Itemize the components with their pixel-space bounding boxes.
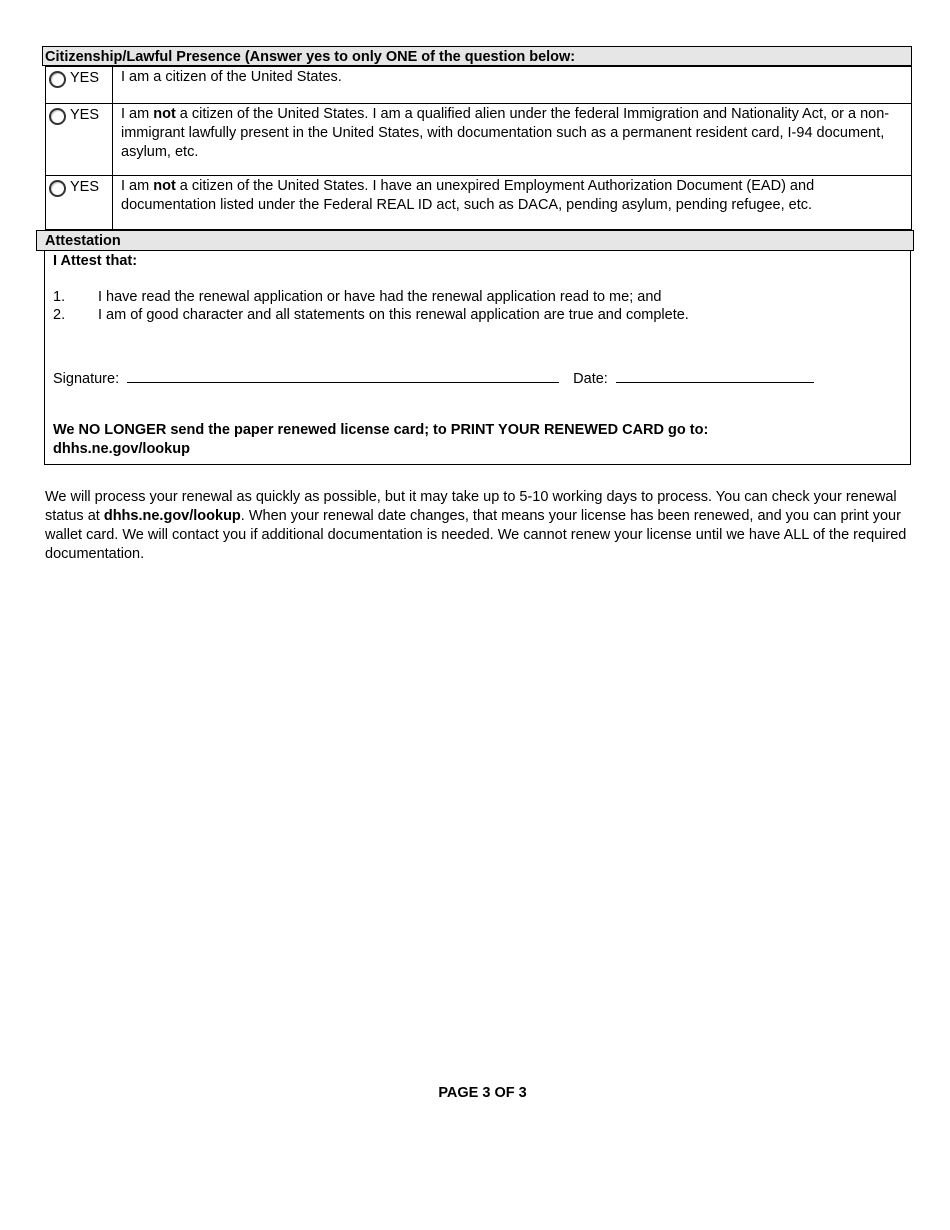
option-text (113, 67, 912, 104)
print-card-notice (53, 421, 883, 459)
notice-line: We NO LONGER send the paper renewed license card; to PRINT YOUR RENEWED CARD go to: (53, 422, 709, 438)
option-text-part: I am (121, 106, 154, 122)
attestation-header: Attestation (36, 230, 914, 251)
item-text: I have read the renewal application or have had the renewal application read to me; and (98, 289, 662, 305)
citizenship-header: Citizenship/Lawful Presence (Answer yes to only ONE of the question below: (42, 46, 912, 66)
citizenship-table (45, 66, 912, 230)
option-text-part: a citizen of the United States. I have an unexpired Employment Authorization Document (EAD) and documentation listed under the Federal REAL ID act, such as DACA, pending asylum, pending refugee, etc. (121, 178, 815, 213)
option-cell (46, 176, 113, 230)
lookup-link[interactable]: dhhs.ne.gov/lookup (53, 440, 190, 457)
option-cell (46, 104, 113, 176)
option-text-emphasis: not (153, 178, 176, 194)
option-text (113, 104, 912, 176)
lookup-link-inline[interactable]: dhhs.ne.gov/lookup (103, 507, 241, 524)
citizenship-option-2 (46, 104, 912, 176)
qualified-alien-radio[interactable] (49, 108, 66, 125)
paragraph-text: . When your renewal date changes, that means your license has been renewed, and you can print your wallet card. We will contact you if additional documentation is needed. We cannot renew your license until we have ALL of the required documentation. (45, 507, 907, 562)
processing-paragraph (45, 488, 915, 563)
signature-label: Signature: (53, 371, 120, 387)
option-text-part: I am (121, 178, 154, 194)
yes-label: YES (70, 107, 100, 123)
citizenship-option-3 (46, 176, 912, 230)
date-label: Date: (573, 371, 608, 387)
signature-row (53, 368, 814, 389)
paragraph-text: We will process your renewal as quickly as possible, but it may take up to 5-10 working days to process. You can check your renewal status at (45, 489, 897, 524)
yes-label: YES (70, 70, 100, 86)
yes-label: YES (70, 179, 100, 195)
page-number: PAGE 3 OF 3 (438, 1085, 527, 1101)
item-number: 2. (53, 307, 66, 323)
option-text-part: I am a citizen of the United States. (121, 69, 342, 85)
option-text (113, 176, 912, 230)
item-text: I am of good character and all statements on this renewal application are true and complete. (98, 307, 689, 323)
option-text-emphasis: not (153, 106, 176, 122)
attestation-title: I Attest that: (53, 253, 138, 269)
signature-field[interactable] (127, 368, 559, 383)
option-text-part: a citizen of the United States. I am a qualified alien under the federal Immigration and Nationality Act, or a non- immigrant lawfully present in the United States, with documentation such as a permanent resident card, I-94 document, asylum, etc. (121, 106, 890, 160)
attestation-list (53, 288, 893, 324)
ead-radio[interactable] (49, 180, 66, 197)
citizenship-option-1 (46, 67, 912, 104)
attestation-item (53, 306, 893, 324)
attestation-box (44, 251, 911, 465)
option-cell (46, 67, 113, 104)
attestation-item (53, 288, 893, 306)
item-number: 1. (53, 289, 66, 305)
citizen-radio[interactable] (49, 71, 66, 88)
date-field[interactable] (616, 368, 814, 383)
